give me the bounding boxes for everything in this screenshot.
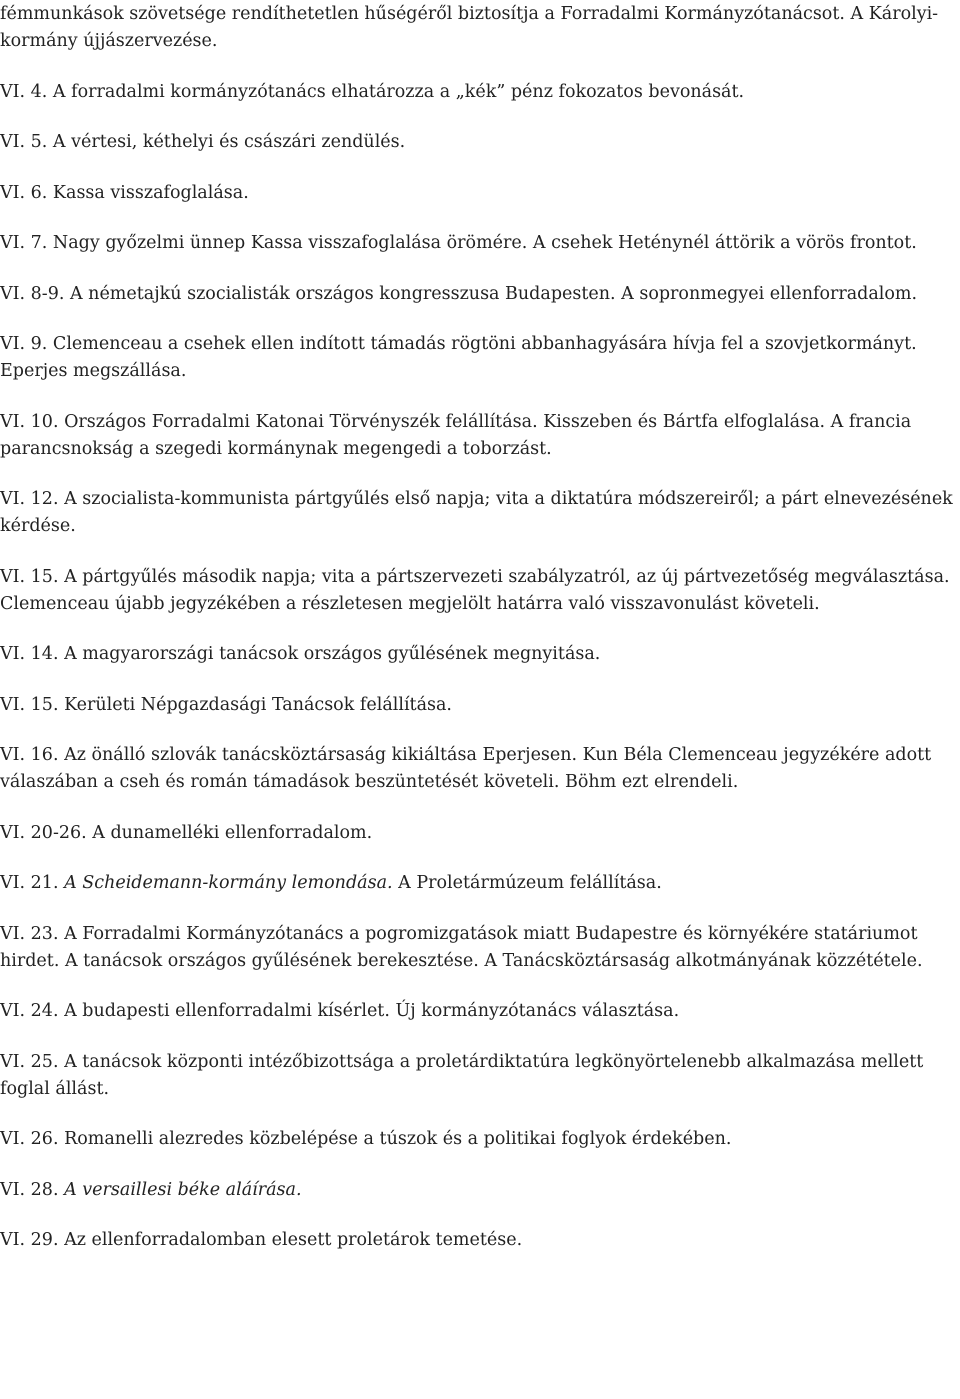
entry-continuation: fémmunkások szövetsége rendíthetetlen hűségéről biztosítja a Forradalmi Kormányzótanácsot. A Károlyi-kormány újjászervezése. <box>0 4 939 51</box>
entry-date: VI. 21. <box>0 873 59 893</box>
entry-vi-15-councils: VI. 15. Kerületi Népgazdasági Tanácsok felállítása. <box>0 694 452 715</box>
entry-date: VI. 28. <box>0 1179 59 1200</box>
entry-vi-4: VI. 4. A forradalmi kormányzótanács elhatározza a „kék” pénz fokozatos bevonását. <box>0 81 745 102</box>
entry-vi-28 <box>0 1177 956 1204</box>
entry-vi-20-26: VI. 20-26. A dunamelléki ellenforradalom. <box>0 822 373 843</box>
entry-vi-6: VI. 6. Kassa visszafoglalása. <box>0 182 249 203</box>
entry-vi-9: VI. 9. Clemenceau a csehek ellen indított támadás rögtöni abbanhagyására hívja fel a szovjetkormányt. Eperjes megszállása. <box>0 334 917 381</box>
entry-vi-24: VI. 24. A budapesti ellenforradalmi kísérlet. Új kormányzótanács választása. <box>0 1001 680 1021</box>
entry-vi-26: VI. 26. Romanelli alezredes közbelépése a túszok és a politikai foglyok érdekében. <box>0 1129 732 1149</box>
entry-vi-29: VI. 29. Az ellenforradalomban elesett proletárok temetése. <box>0 1230 523 1250</box>
entry-vi-14: VI. 14. A magyarországi tanácsok országos gyűlésének megnyitása. <box>0 644 601 664</box>
entry-vi-23: VI. 23. A Forradalmi Kormányzótanács a pogromizgatások miatt Budapestre és környékére statáriumot hirdet. A tanácsok országos gyűlésének berekesztése. A Tanácsköztársaság alkotmányának közzététele. <box>0 923 923 971</box>
entry-vi-5: VI. 5. A vértesi, kéthelyi és császári zendülés. <box>0 132 406 152</box>
entry-vi-25: VI. 25. A tanácsok központi intézőbizottsága a proletárdiktatúra legkönyörtelenebb alkalmazása mellett foglal állást. <box>0 1051 924 1099</box>
entry-italic-text: A Scheidemann-kormány lemondása. <box>64 873 393 893</box>
entry-vi-8-9: VI. 8-9. A németajkú szocialisták országos kongresszusa Budapesten. A sopronmegyei ellenforradalom. <box>0 283 918 304</box>
entry-vi-15-party: VI. 15. A pártgyűlés második napja; vita a pártszervezeti szabályzatról, az új pártvezetőség megválasztása. Clemenceau újabb jegyzékében a részletesen megjelölt határra való visszavonulást követeli. <box>0 566 950 614</box>
entry-vi-21 <box>0 870 956 897</box>
entry-vi-7: VI. 7. Nagy győzelmi ünnep Kassa visszafoglalása örömére. A csehek Heténynél áttörik a vörös frontot. <box>0 233 917 253</box>
entry-vi-12: VI. 12. A szocialista-kommunista pártgyűlés első napja; vita a diktatúra módszereiről; a párt elnevezésének kérdése. <box>0 489 953 536</box>
entry-italic-text: A versaillesi béke aláírása. <box>64 1179 302 1200</box>
entry-vi-16: VI. 16. Az önálló szlovák tanácsköztársaság kikiáltása Eperjesen. Kun Béla Clemenceau jegyzékére adott válaszában a cseh és román támadások beszüntetését követeli. Böhm ezt elrendeli. <box>0 745 932 792</box>
entry-vi-10: VI. 10. Országos Forradalmi Katonai Törvényszék felállítása. Kisszeben és Bártfa elfoglalása. A francia parancsnokság a szegedi kormánynak megengedi a toborzást. <box>0 411 912 459</box>
entry-rest-text: A Proletármúzeum felállítása. <box>398 873 662 893</box>
